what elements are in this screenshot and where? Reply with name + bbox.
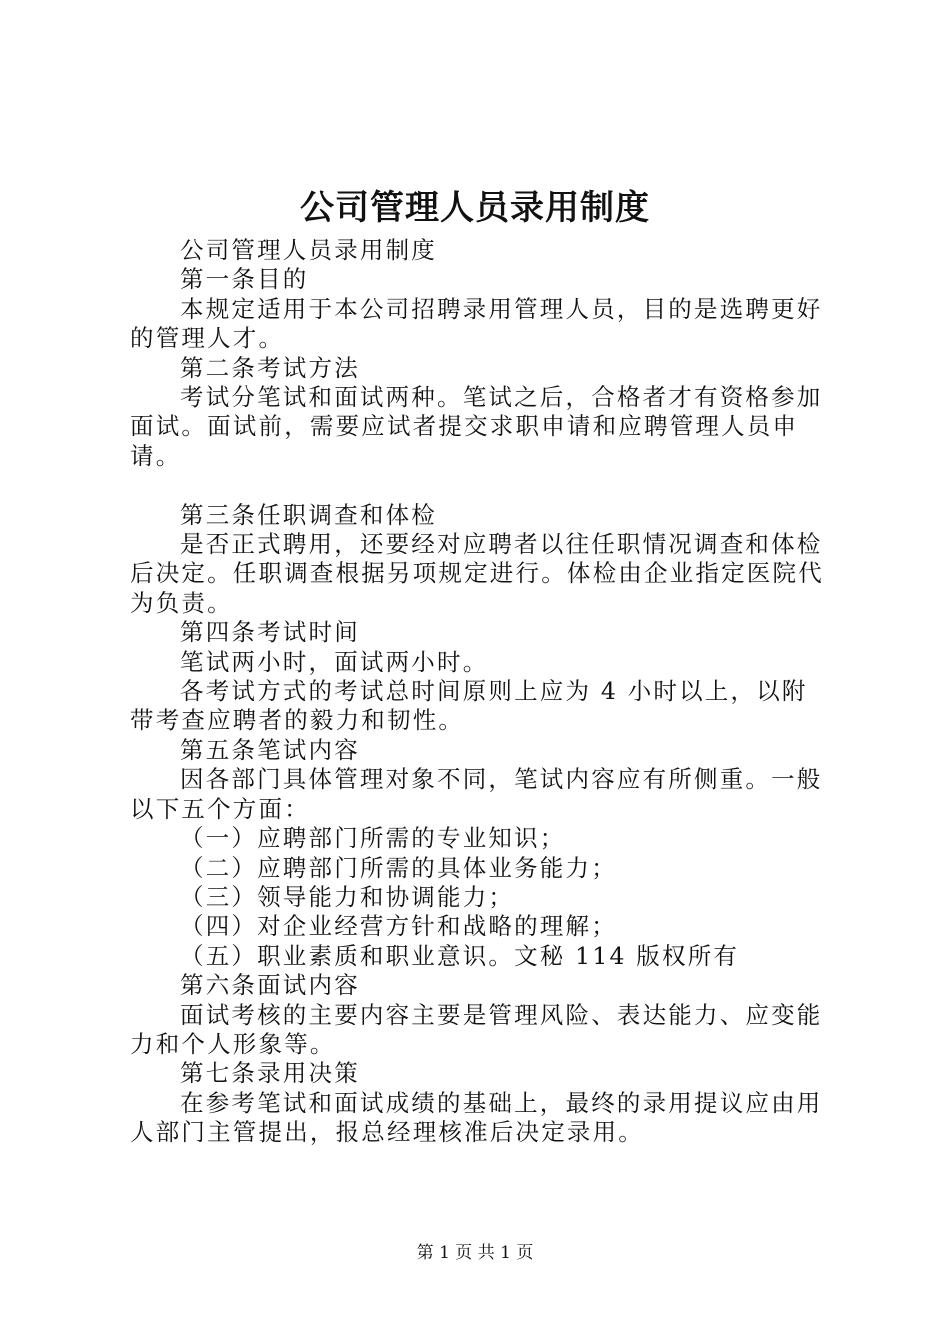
article-1-heading: 第一条目的 bbox=[180, 265, 309, 294]
article-4-heading: 第四条考试时间 bbox=[180, 618, 360, 647]
article-6-heading: 第六条面试内容 bbox=[180, 971, 360, 1000]
article-2-heading: 第二条考试方法 bbox=[180, 353, 360, 382]
article-5-text: 因各部门具体管理对象不同，笔试内容应有所侧重。一般以下五个方面： bbox=[130, 765, 823, 823]
article-3-heading: 第三条任职调查和体检 bbox=[180, 500, 437, 529]
paragraph-subtitle: 公司管理人员录用制度 bbox=[180, 236, 437, 264]
document-body bbox=[130, 236, 832, 1148]
article-5-item-4: （四）对企业经营方针和战略的理解； bbox=[180, 912, 617, 941]
article-2-text: 考试分笔试和面试两种。笔试之后，合格者才有资格参加面试。面试前，需要应试者提交求职申请和应聘管理人员申请。 bbox=[130, 383, 823, 470]
article-5-item-5: （五）职业素质和职业意识。文秘 114 版权所有 bbox=[180, 941, 740, 970]
article-5-item-3: （三）领导能力和协调能力； bbox=[180, 882, 515, 911]
page-footer: 第 1 页 共 1 页 bbox=[416, 1243, 534, 1263]
article-4-text-1: 笔试两小时，面试两小时。 bbox=[180, 647, 489, 676]
article-3-text: 是否正式聘用，还要经对应聘者以往任职情况调查和体检后决定。任职调查根据另项规定进行。体检由企业指定医院代为负责。 bbox=[130, 530, 824, 617]
article-1-text: 本规定适用于本公司招聘录用管理人员，目的是选聘更好的管理人才。 bbox=[130, 294, 823, 353]
article-5-item-2: （二）应聘部门所需的具体业务能力； bbox=[180, 853, 617, 882]
article-4-text-2: 各考试方式的考试总时间原则上应为 4 小时以上，以附带考查应聘者的毅力和韧性。 bbox=[130, 677, 808, 735]
article-5-heading: 第五条笔试内容 bbox=[180, 735, 360, 764]
article-7-heading: 第七条录用决策 bbox=[180, 1059, 360, 1088]
article-6-text: 面试考核的主要内容主要是管理风险、表达能力、应变能力和个人形象等。 bbox=[130, 1000, 823, 1058]
document-title: 公司管理人员录用制度 bbox=[300, 188, 650, 228]
article-7-text: 在参考笔试和面试成绩的基础上，最终的录用提议应由用人部门主管提出，报总经理核准后决定录用。 bbox=[130, 1088, 823, 1147]
article-5-item-1: （一）应聘部门所需的专业知识； bbox=[180, 824, 566, 853]
